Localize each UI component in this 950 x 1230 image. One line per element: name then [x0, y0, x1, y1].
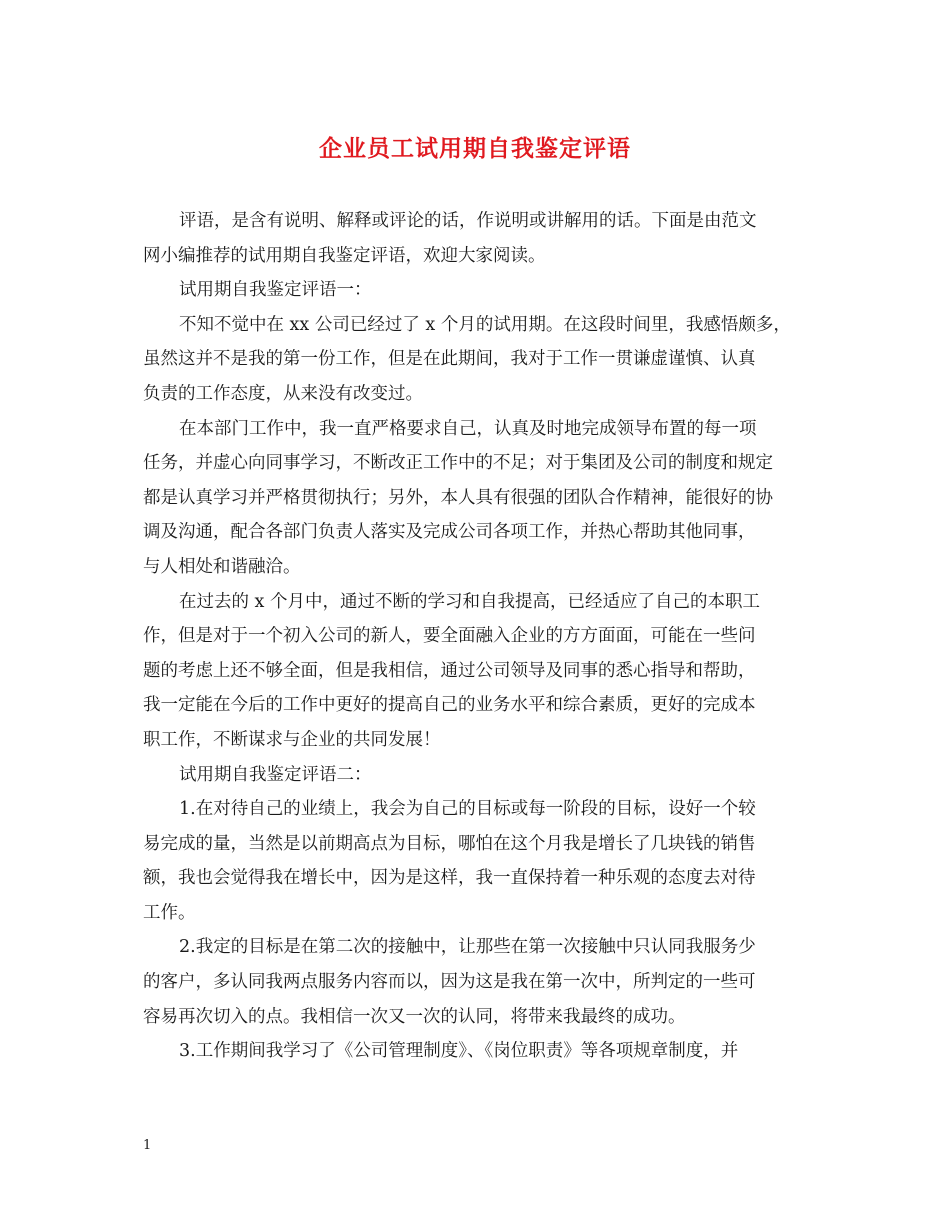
text-line: 2.我定的目标是在第二次的接触中，让那些在第一次接触中只认同我服务少 [179, 937, 756, 958]
text-line: 试用期自我鉴定评语一： [179, 280, 372, 301]
document-body [143, 204, 808, 1069]
text-line: 在本部门工作中，我一直严格要求自己，认真及时地完成领导布置的每一项 [179, 418, 757, 439]
text-line: 3.工作期间我学习了《公司管理制度》、《岗位职责》等各项规章制度，并 [179, 1041, 739, 1062]
text-line: 作，但是对于一个初入公司的新人，要全面融入企业的方方面面，可能在一些问 [143, 626, 756, 647]
text-line: 不知不觉中在 xx 公司已经过了 x 个月的试用期。在这段时间里，我感悟颇多， [179, 314, 791, 335]
text-line: 负责的工作态度，从来没有改变过。 [143, 383, 423, 404]
text-line: 都是认真学习并严格贯彻执行；另外，本人具有很强的团队合作精神，能很好的协 [143, 487, 773, 508]
text-line: 评语，是含有说明、解释或评论的话，作说明或讲解用的话。下面是由范文 [179, 211, 757, 231]
text-line: 易完成的量，当然是以前期高点为目标，哪怕在这个月我是增长了几块钱的销售 [143, 833, 756, 854]
text-line: 调及沟通，配合各部门负责人落实及完成公司各项工作，并热心帮助其他同事， [143, 522, 756, 543]
text-line: 职工作，不断谋求与企业的共同发展！ [143, 729, 441, 750]
text-line: 题的考虑上还不够全面，但是我相信，通过公司领导及同事的悉心指导和帮助， [143, 660, 756, 681]
text-line: 网小编推荐的试用期自我鉴定评语，欢迎大家阅读。 [143, 245, 546, 266]
text-line: 虽然这并不是我的第一份工作，但是在此期间，我对于工作一贯谦虚谨慎、认真 [143, 349, 756, 370]
text-line: 容易再次切入的点。我相信一次又一次的认同，将带来我最终的成功。 [143, 1006, 686, 1027]
text-line: 额，我也会觉得我在增长中，因为是这样，我一直保持着一种乐观的态度去对待 [143, 868, 756, 889]
text-line: 任务，并虚心向同事学习，不断改正工作中的不足；对于集团及公司的制度和规定 [143, 453, 773, 474]
text-line: 的客户，多认同我两点服务内容而以，因为这是我在第一次中，所判定的一些可 [143, 972, 756, 993]
text-line: 在过去的 x 个月中，通过不断的学习和自我提高，已经适应了自己的本职工 [179, 591, 760, 612]
text-line: 1.在对待自己的业绩上，我会为自己的目标或每一阶段的目标，设好一个较 [179, 799, 756, 820]
text-line: 工作。 [143, 902, 196, 923]
text-line: 试用期自我鉴定评语二： [179, 764, 372, 785]
document-title: 企业员工试用期自我鉴定评语 [319, 135, 631, 162]
page-number: 1 [143, 1138, 152, 1153]
text-line: 我一定能在今后的工作中更好的提高自己的业务水平和综合素质，更好的完成本 [143, 695, 756, 716]
text-line: 与人相处和谐融洽。 [143, 556, 301, 577]
